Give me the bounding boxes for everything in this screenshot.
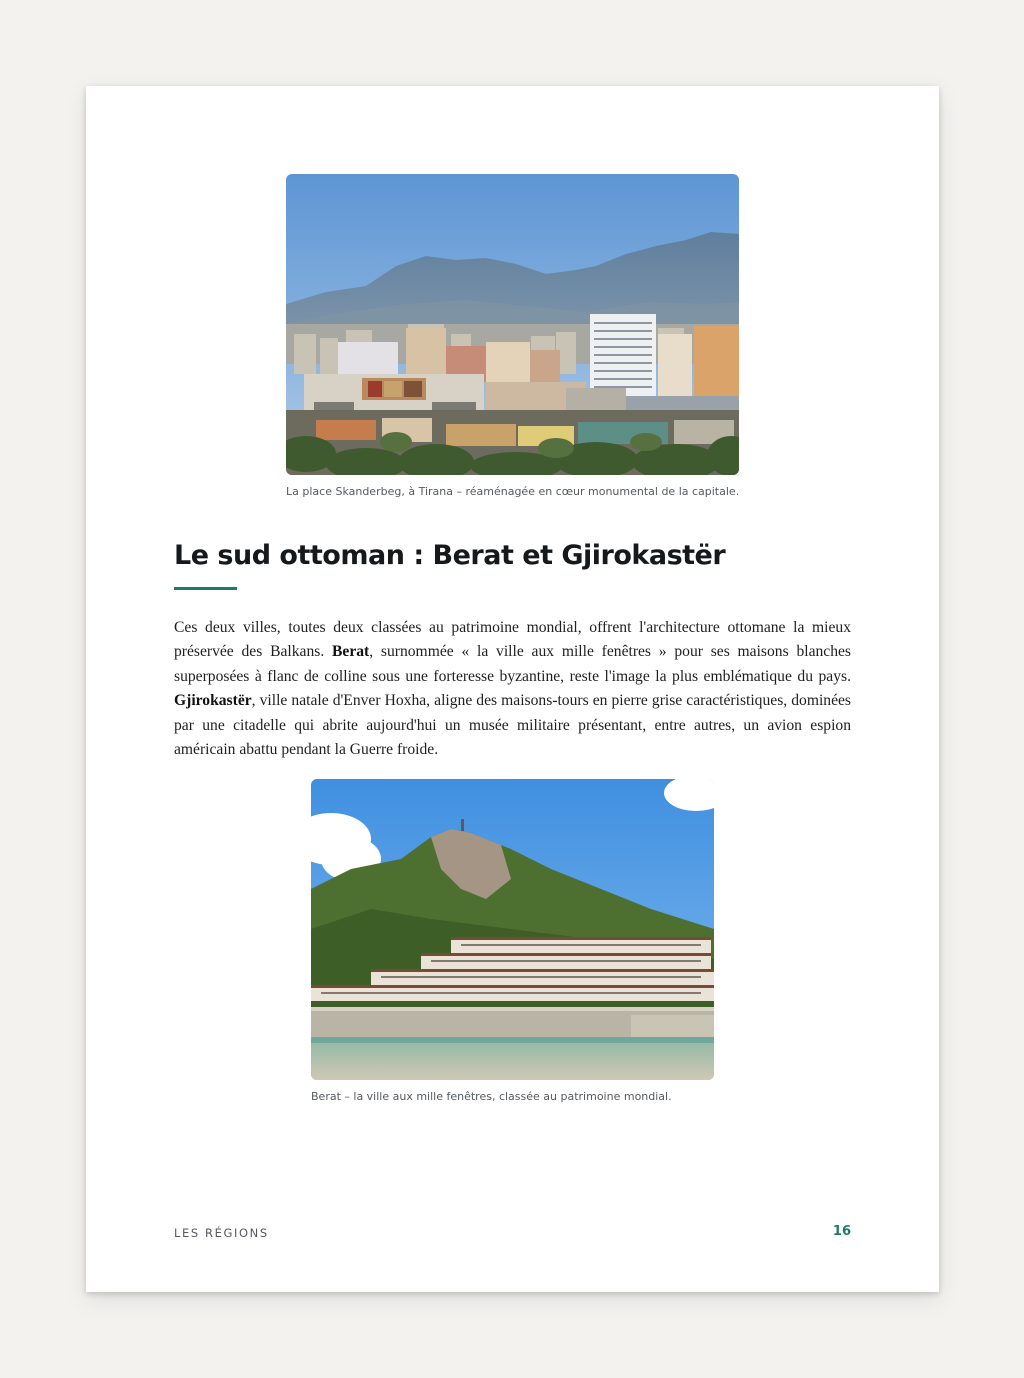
paragraph-text: , surnommée « la ville aux mille fenêtres » pour ses maisons blanches superposées à flanc de colline sous une forteresse byzantine, reste l'image la plus emblématique du pays. [174, 643, 852, 685]
bold-term-berat: Berat [332, 643, 370, 661]
paragraph-text: , ville natale d'Enver Hoxha, aligne des maisons-tours en pierre grise caractéristiques, dominées par une citadelle qui abrite aujourd'hui un musée militaire présentant, entre autres, un avion espion américain abattu pendant la Guerre froide. [174, 692, 851, 759]
section-heading: Le sud ottoman : Berat et Gjirokastër [174, 540, 726, 571]
tirana-skyline-photo [286, 174, 739, 475]
document-page [86, 86, 939, 1292]
figure-berat [311, 779, 714, 1104]
figure-tirana [286, 174, 739, 499]
body-paragraph [174, 616, 851, 762]
heading-underline [174, 587, 237, 590]
footer-section-name: LES RÉGIONS [174, 1226, 269, 1240]
bold-term-gjirokaster: Gjirokastër [174, 692, 252, 710]
figure-caption: La place Skanderbeg, à Tirana – réaménagée en cœur monumental de la capitale. [286, 485, 740, 498]
page-number: 16 [832, 1224, 851, 1239]
berat-houses-photo [311, 779, 714, 1080]
figure-caption: Berat – la ville aux mille fenêtres, classée au patrimoine mondial. [311, 1090, 672, 1103]
paragraph-text: Ces deux villes, toutes deux classées au patrimoine mondial, offrent l'architecture ottomane la mieux préservée des Balkans. [174, 619, 851, 661]
